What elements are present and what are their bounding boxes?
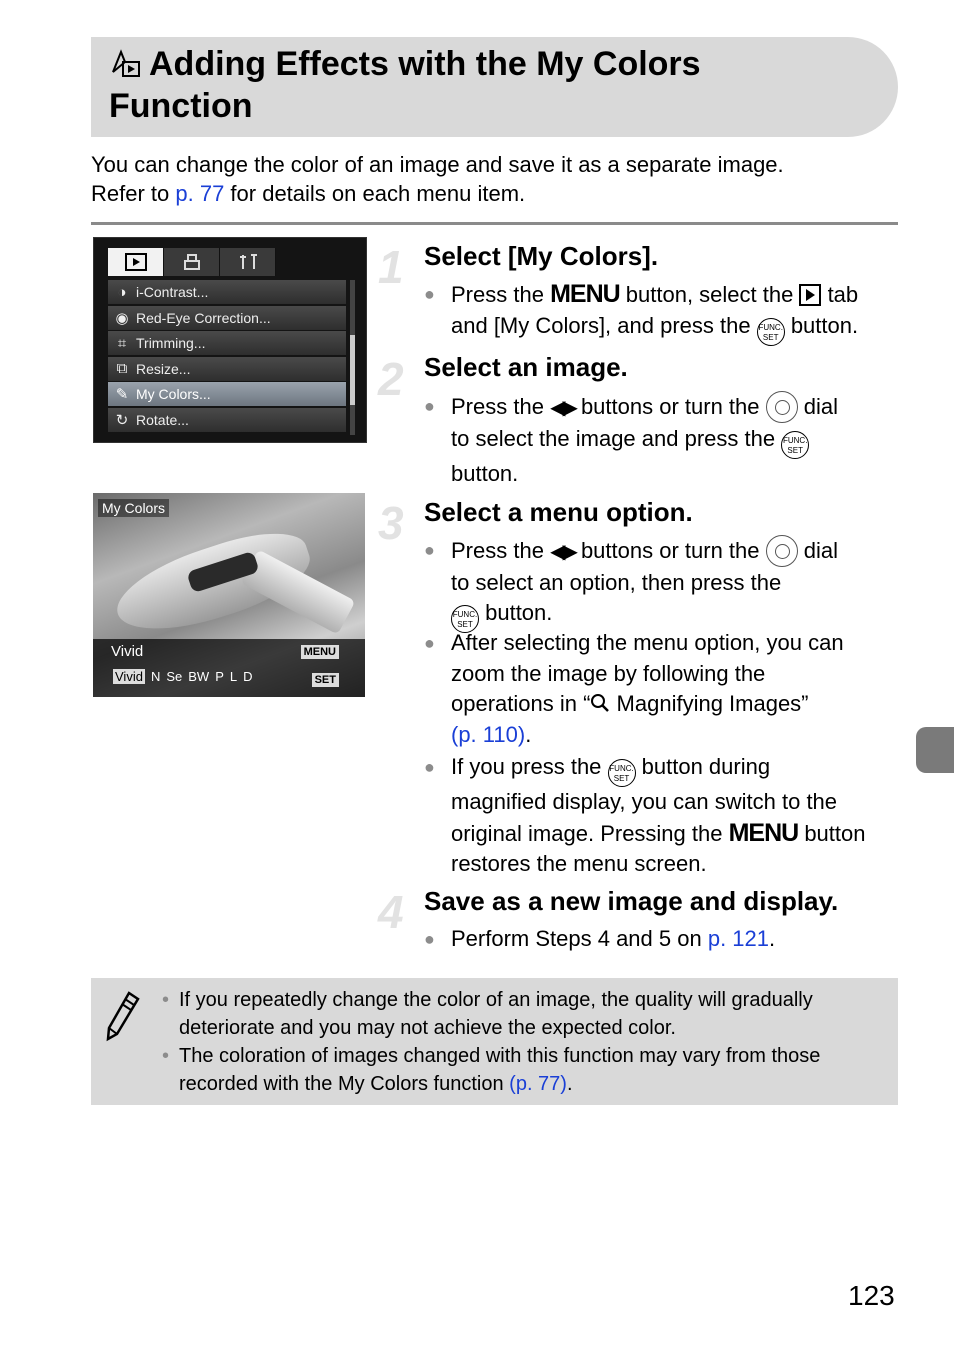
step-2-number: 2 xyxy=(378,353,404,405)
menu-item-3 xyxy=(108,357,346,381)
text: Press the xyxy=(451,538,544,563)
text: recorded with the My Colors function xyxy=(179,1073,510,1095)
menu-item-label: Trimming... xyxy=(136,335,206,352)
chapter-side-tab xyxy=(916,727,954,773)
title-line-2: Function xyxy=(109,87,253,125)
text: dial xyxy=(797,394,838,419)
playback-menu-list xyxy=(108,280,346,434)
func-set-button-icon: FUNC. SET xyxy=(781,431,809,459)
menu-item-0 xyxy=(108,280,346,304)
pencil-icon xyxy=(105,990,141,1042)
text: If you repeatedly change the color of an image, the quality will gradually xyxy=(179,989,813,1011)
text: . xyxy=(769,926,776,951)
step-2-bullet xyxy=(451,391,901,489)
text: operations in “ xyxy=(451,691,591,716)
text: restores the menu screen. xyxy=(451,851,707,876)
menu-item-label: Rotate... xyxy=(136,411,189,428)
step-3-bullet-3 xyxy=(451,752,901,880)
color-option-4: P xyxy=(215,669,224,684)
text: zoom the image by following the xyxy=(451,660,766,686)
page-number: 123 xyxy=(848,1280,895,1311)
text: button during xyxy=(635,754,771,779)
text: to select the image and press the xyxy=(451,425,782,451)
text: button, select the xyxy=(619,282,800,307)
rotate-icon: ↻ xyxy=(115,411,129,429)
text: After selecting the menu option, you can xyxy=(451,630,844,655)
settings-tab-icon xyxy=(220,248,276,276)
menu-item-label: Red-Eye Correction... xyxy=(136,309,271,326)
link-p110[interactable]: (p. 110) xyxy=(451,721,526,747)
left-right-arrows-icon: ◀▶ xyxy=(550,397,575,419)
intro-line-1: You can change the color of an image and save it as a separate image. xyxy=(91,152,784,177)
menu-button-icon: MENU xyxy=(550,280,620,308)
page-title xyxy=(109,43,838,127)
intro-text xyxy=(91,150,901,208)
intro-line-2: Refer to xyxy=(91,181,176,206)
step-1-number: 1 xyxy=(378,241,404,293)
text: Press the xyxy=(451,282,544,307)
menu-item-4 xyxy=(108,382,346,406)
text: deteriorate and you may not achieve the expected color. xyxy=(179,1017,676,1039)
link-p121[interactable]: p. 121 xyxy=(707,926,769,951)
menu-tabs xyxy=(108,248,276,276)
control-dial-icon xyxy=(766,391,798,423)
i-contrast-icon: ◑ xyxy=(117,283,127,301)
magnify-icon xyxy=(590,693,610,713)
step-1-bullet xyxy=(451,279,901,346)
red-eye-icon: ◉ xyxy=(115,309,129,327)
my-colors-icon xyxy=(109,48,141,78)
step-4-number: 4 xyxy=(378,886,404,938)
text: . xyxy=(566,1073,573,1095)
step-3-bullet-2: ● After selecting the menu option, you can zoom the image by following the operations in “ Magnifying Images” (p. 110). xyxy=(451,628,901,750)
my-colors-screen-label: My Colors xyxy=(98,499,169,517)
func-set-button-icon: FUNC. SET xyxy=(608,759,636,787)
my-colors-screenshot xyxy=(93,493,365,697)
color-option-5: L xyxy=(229,669,238,684)
step-4-bullet xyxy=(451,924,901,955)
text: button. xyxy=(784,312,859,338)
text: buttons or turn the xyxy=(574,538,766,563)
intro-line-2-tail: for details on each menu item. xyxy=(224,181,526,206)
text: to select an option, then press the xyxy=(451,569,782,595)
menu-item-5 xyxy=(108,408,346,432)
scroll-thumb xyxy=(350,335,355,405)
menu-item-2 xyxy=(108,331,346,355)
text: tab xyxy=(821,282,859,307)
text: original image. Pressing the xyxy=(451,820,729,846)
menu-scrollbar xyxy=(350,280,355,435)
text: buttons or turn the xyxy=(574,394,766,419)
func-set-button-icon: FUNC. SET xyxy=(451,605,479,633)
note-item-2 xyxy=(179,1042,891,1098)
menu-item-1 xyxy=(108,306,346,330)
text: button. xyxy=(451,460,519,486)
func-set-button-icon: FUNC. SET xyxy=(757,318,785,346)
color-option-row xyxy=(113,669,253,684)
control-dial-icon xyxy=(766,535,798,567)
menu-button-icon: MENU xyxy=(728,818,799,847)
link-p77[interactable]: p. 77 xyxy=(175,181,225,206)
text: The coloration of images changed with this function may vary from those xyxy=(179,1045,821,1067)
current-mode-label: Vivid xyxy=(111,643,144,660)
text: magnified display, you can switch to the xyxy=(451,789,838,814)
text: Press the xyxy=(451,394,544,419)
step-3-title: Select a menu option. xyxy=(424,497,693,527)
title-line-1: Adding Effects with the My Colors xyxy=(149,45,701,83)
color-option-6: D xyxy=(243,669,253,684)
my-colors-icon: ✎ xyxy=(115,386,129,404)
text: button. xyxy=(479,600,553,625)
set-badge: SET xyxy=(312,673,339,687)
color-option-0: Vivid xyxy=(115,669,143,684)
step-4-title: Save as a new image and display. xyxy=(424,886,839,916)
playback-tab-icon xyxy=(108,248,164,276)
resize-icon: ⧉ xyxy=(116,360,128,378)
left-right-arrows-icon: ◀▶ xyxy=(550,541,575,563)
step-3-bullet-1 xyxy=(451,535,901,633)
text: Magnifying Images” xyxy=(610,691,809,716)
color-option-2: Se xyxy=(166,669,183,684)
divider xyxy=(91,222,898,225)
trimming-icon: ⌗ xyxy=(117,334,127,352)
note-box xyxy=(91,978,898,1105)
link-p77-note[interactable]: (p. 77) xyxy=(509,1073,567,1095)
menu-item-label: My Colors... xyxy=(136,386,211,403)
menu-item-label: i-Contrast... xyxy=(136,284,209,300)
print-tab-icon xyxy=(164,248,220,276)
title-bar xyxy=(91,37,898,137)
step-3-number: 3 xyxy=(378,497,404,549)
menu-back-badge: MENU xyxy=(301,645,339,659)
text: If you press the xyxy=(451,754,608,779)
text: button xyxy=(798,820,866,846)
playback-tab-icon xyxy=(799,284,821,306)
text: and [My Colors], and press the xyxy=(451,312,757,338)
playback-menu-screenshot xyxy=(93,237,367,443)
color-option-1: N xyxy=(150,669,161,684)
my-colors-options-panel xyxy=(93,639,365,697)
text: Perform Steps 4 and 5 on xyxy=(451,926,708,951)
menu-item-label: Resize... xyxy=(136,360,191,377)
note-item-1 xyxy=(179,986,891,1042)
text: dial xyxy=(797,538,838,563)
step-1-title: Select [My Colors]. xyxy=(424,241,659,271)
step-2-title: Select an image. xyxy=(424,352,628,382)
color-option-3: BW xyxy=(188,669,210,684)
